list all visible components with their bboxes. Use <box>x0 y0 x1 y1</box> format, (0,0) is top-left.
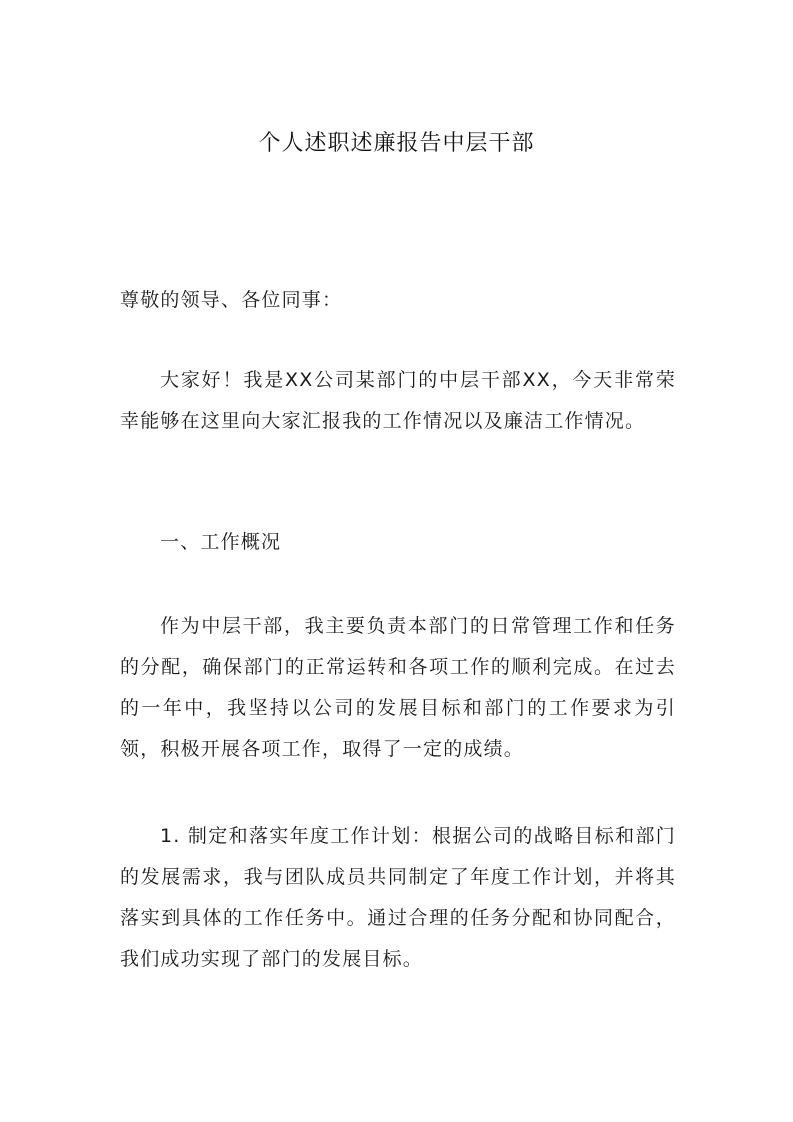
list-item-annual-plan: 1. 制定和落实年度工作计划：根据公司的战略目标和部门的发展需求，我与团队成员共同制定了年度工作计划，并将其落实到具体的工作任务中。通过合理的任务分配和协同配合，我们成功实现了部门的发展目标。 <box>120 825 676 970</box>
paragraph-overview: 作为中层干部，我主要负责本部门的日常管理工作和任务的分配，确保部门的正常运转和各项工作的顺利完成。在过去的一年中，我坚持以公司的发展目标和部门的工作要求为引领，积极开展各项工作，取得了一定的成绩。 <box>120 615 676 760</box>
salutation: 尊敬的领导、各位同事： <box>120 289 343 311</box>
document-title: 个人述职述廉报告中层干部 <box>258 131 535 156</box>
section-heading-work-overview: 一、工作概况 <box>160 531 282 553</box>
paragraph-intro: 大家好！我是XX公司某部门的中层干部XX，今天非常荣幸能够在这里向大家汇报我的工作情况以及廉洁工作情况。 <box>120 369 676 432</box>
